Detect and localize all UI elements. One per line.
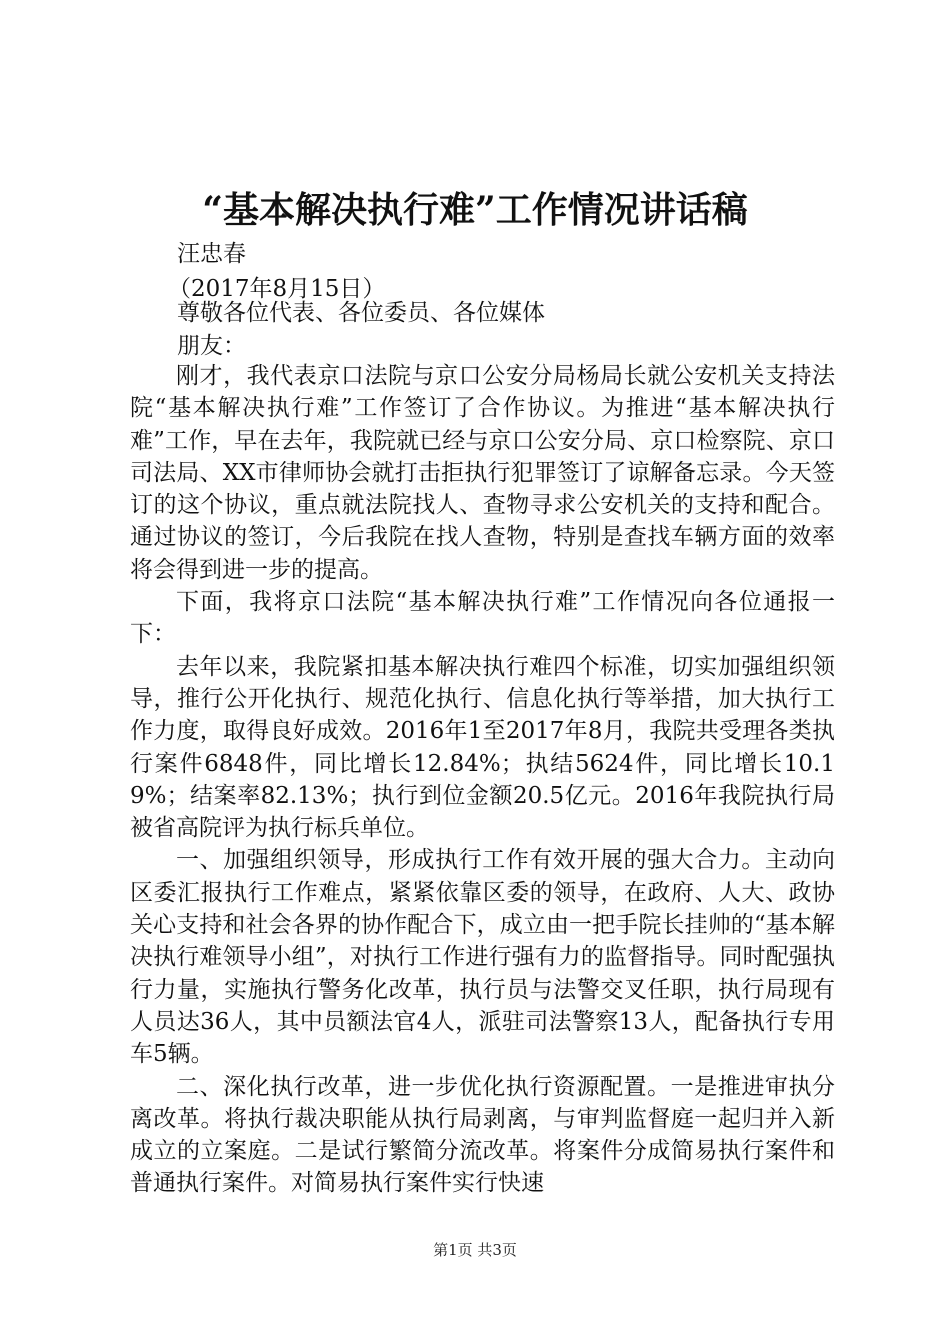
- salutation-line-2: 朋友：: [177, 333, 246, 359]
- salutation-line-1: 尊敬各位代表、各位委员、各位媒体: [177, 300, 545, 326]
- paragraph: 一、加强组织领导，形成执行工作有效开展的强大合力。主动向区委汇报执行工作难点，紧紧依靠区委的领导，在政府、人大、政协关心支持和社会各界的协作配合下，成立由一把手院长挂帅的“基本解决执行难领导小组”，对执行工作进行强有力的监督指导。同时配强执行力量，实施执行警务化改革，执行员与法警交叉任职，执行局现有人员达36人，其中员额法官4人，派驻司法警察13人，配备执行专用车5辆。: [130, 847, 835, 1068]
- paragraph: 去年以来，我院紧扣基本解决执行难四个标准，切实加强组织领导，推行公开化执行、规范化执行、信息化执行等举措，加大执行工作力度，取得良好成效。2016年1至2017年8月，我院共受理各类执行案件6848件，同比增长12.84%；执结5624件，同比增长10.19%；结案率82.13%；执行到位金额20.5亿元。2016年我院执行局被省高院评为执行标兵单位。: [130, 653, 835, 842]
- paragraph: 刚才，我代表京口法院与京口公安分局杨局长就公安机关支持法院“基本解决执行难”工作签订了合作协议。为推进“基本解决执行难”工作，早在去年，我院就已经与京口公安分局、京口检察院、京口司法局、XX市律师协会就打击拒执行犯罪签订了谅解备忘录。今天签订的这个协议，重点就法院找人、查物寻求公安机关的支持和配合。通过协议的签订，今后我院在找人查物，特别是查找车辆方面的效率将会得到进一步的提高。: [130, 363, 835, 583]
- paragraph: 二、深化执行改革，进一步优化执行资源配置。一是推进审执分离改革。将执行裁决职能从执行局剥离，与审判监督庭一起归并入新成立的立案庭。二是试行繁简分流改革。将案件分成简易执行案件和普通执行案件。对简易执行案件实行快速: [130, 1073, 835, 1197]
- paragraph: 下面，我将京口法院“基本解决执行难”工作情况向各位通报一下：: [130, 589, 835, 648]
- document-title: “基本解决执行难”工作情况讲话稿: [202, 189, 748, 231]
- document-body: [130, 360, 835, 1200]
- author-name: 汪忠春: [177, 241, 246, 267]
- page-number-footer: 第1页 共3页: [433, 1241, 517, 1259]
- speech-date: （2017年8月15日）: [168, 276, 386, 302]
